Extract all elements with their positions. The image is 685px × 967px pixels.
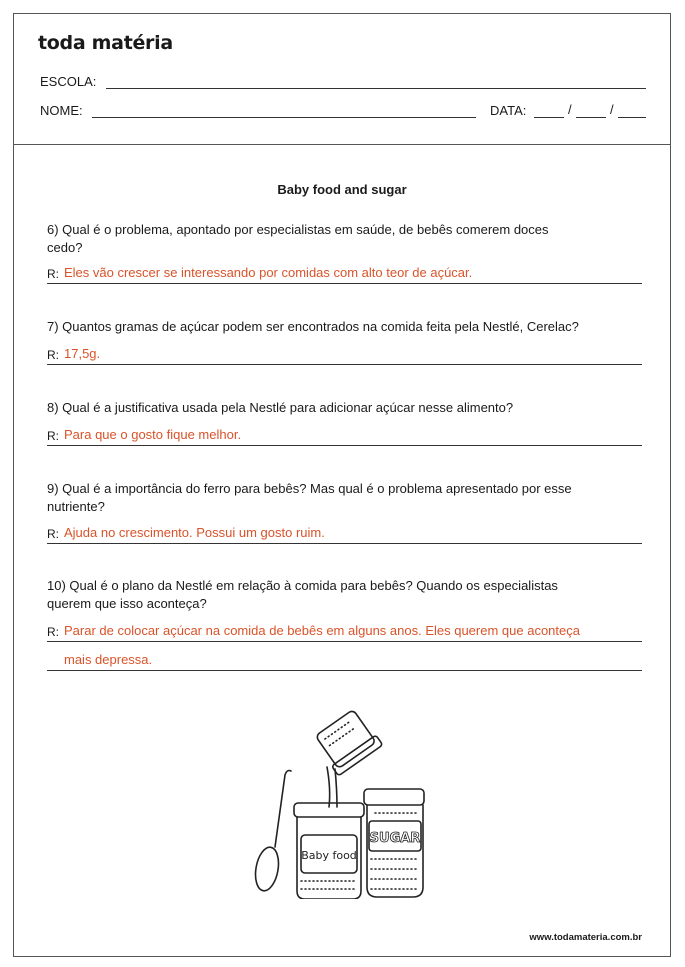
date-separator: /	[610, 102, 614, 117]
answer-10[interactable]: Parar de colocar açúcar na comida de bebês em alguns anos. Eles querem que aconteça	[64, 623, 580, 638]
answer-9[interactable]: Ajuda no crescimento. Possui um gosto ruim.	[64, 525, 325, 540]
answer-prefix: R:	[47, 429, 59, 443]
name-field[interactable]	[92, 117, 476, 118]
answer-10-continued[interactable]: mais depressa.	[64, 652, 153, 667]
worksheet-header	[14, 14, 670, 145]
date-year-field[interactable]	[618, 117, 646, 118]
answer-prefix: R:	[47, 348, 59, 362]
worksheet-title: Baby food and sugar	[277, 182, 407, 197]
answer-prefix: R:	[47, 625, 59, 639]
answer-6[interactable]: Eles vão crescer se interessando por comidas com alto teor de açúcar.	[64, 265, 473, 280]
spoon-bowl-icon	[252, 845, 281, 892]
question-9: 9) Qual é a importância do ferro para bebês? Mas qual é o problema apresentado por esse nutriente?	[47, 481, 572, 514]
question-6: 6) Qual é o problema, apontado por especialistas em saúde, de bebês comerem doces cedo?	[47, 222, 549, 255]
baby-food-label: Baby food	[301, 849, 357, 862]
answer-prefix: R:	[47, 267, 59, 281]
question-10: 10) Qual é o plano da Nestlé em relação à comida para bebês? Quando os especialistas querem que isso aconteça?	[47, 578, 558, 611]
spoon-handle-icon	[275, 771, 291, 848]
answer-line	[47, 670, 642, 671]
school-field[interactable]	[106, 88, 646, 89]
answer-line	[47, 641, 642, 642]
answer-8[interactable]: Para que o gosto fique melhor.	[64, 427, 242, 442]
answer-line	[47, 283, 642, 284]
sugar-label: SUGAR	[369, 831, 421, 846]
name-label: NOME:	[40, 103, 83, 118]
worksheet	[13, 13, 671, 957]
question-7: 7) Quantos gramas de açúcar podem ser encontrados na comida feita pela Nestlé, Cerelac?	[47, 319, 579, 334]
baby-food-sugar-illustration	[239, 709, 439, 899]
date-separator: /	[568, 102, 572, 117]
answer-7[interactable]: 17,5g.	[64, 346, 101, 361]
answer-line	[47, 543, 642, 544]
footer-url[interactable]: www.todamateria.com.br	[529, 932, 642, 943]
date-day-field[interactable]	[534, 117, 564, 118]
answer-line	[47, 445, 642, 446]
date-label: DATA:	[490, 103, 527, 118]
date-month-field[interactable]	[576, 117, 606, 118]
question-8: 8) Qual é a justificativa usada pela Nestlé para adicionar açúcar nesse alimento?	[47, 400, 514, 415]
school-label: ESCOLA:	[40, 74, 97, 89]
answer-prefix: R:	[47, 527, 59, 541]
brand-logo: toda matéria	[38, 32, 173, 54]
answer-line	[47, 364, 642, 365]
